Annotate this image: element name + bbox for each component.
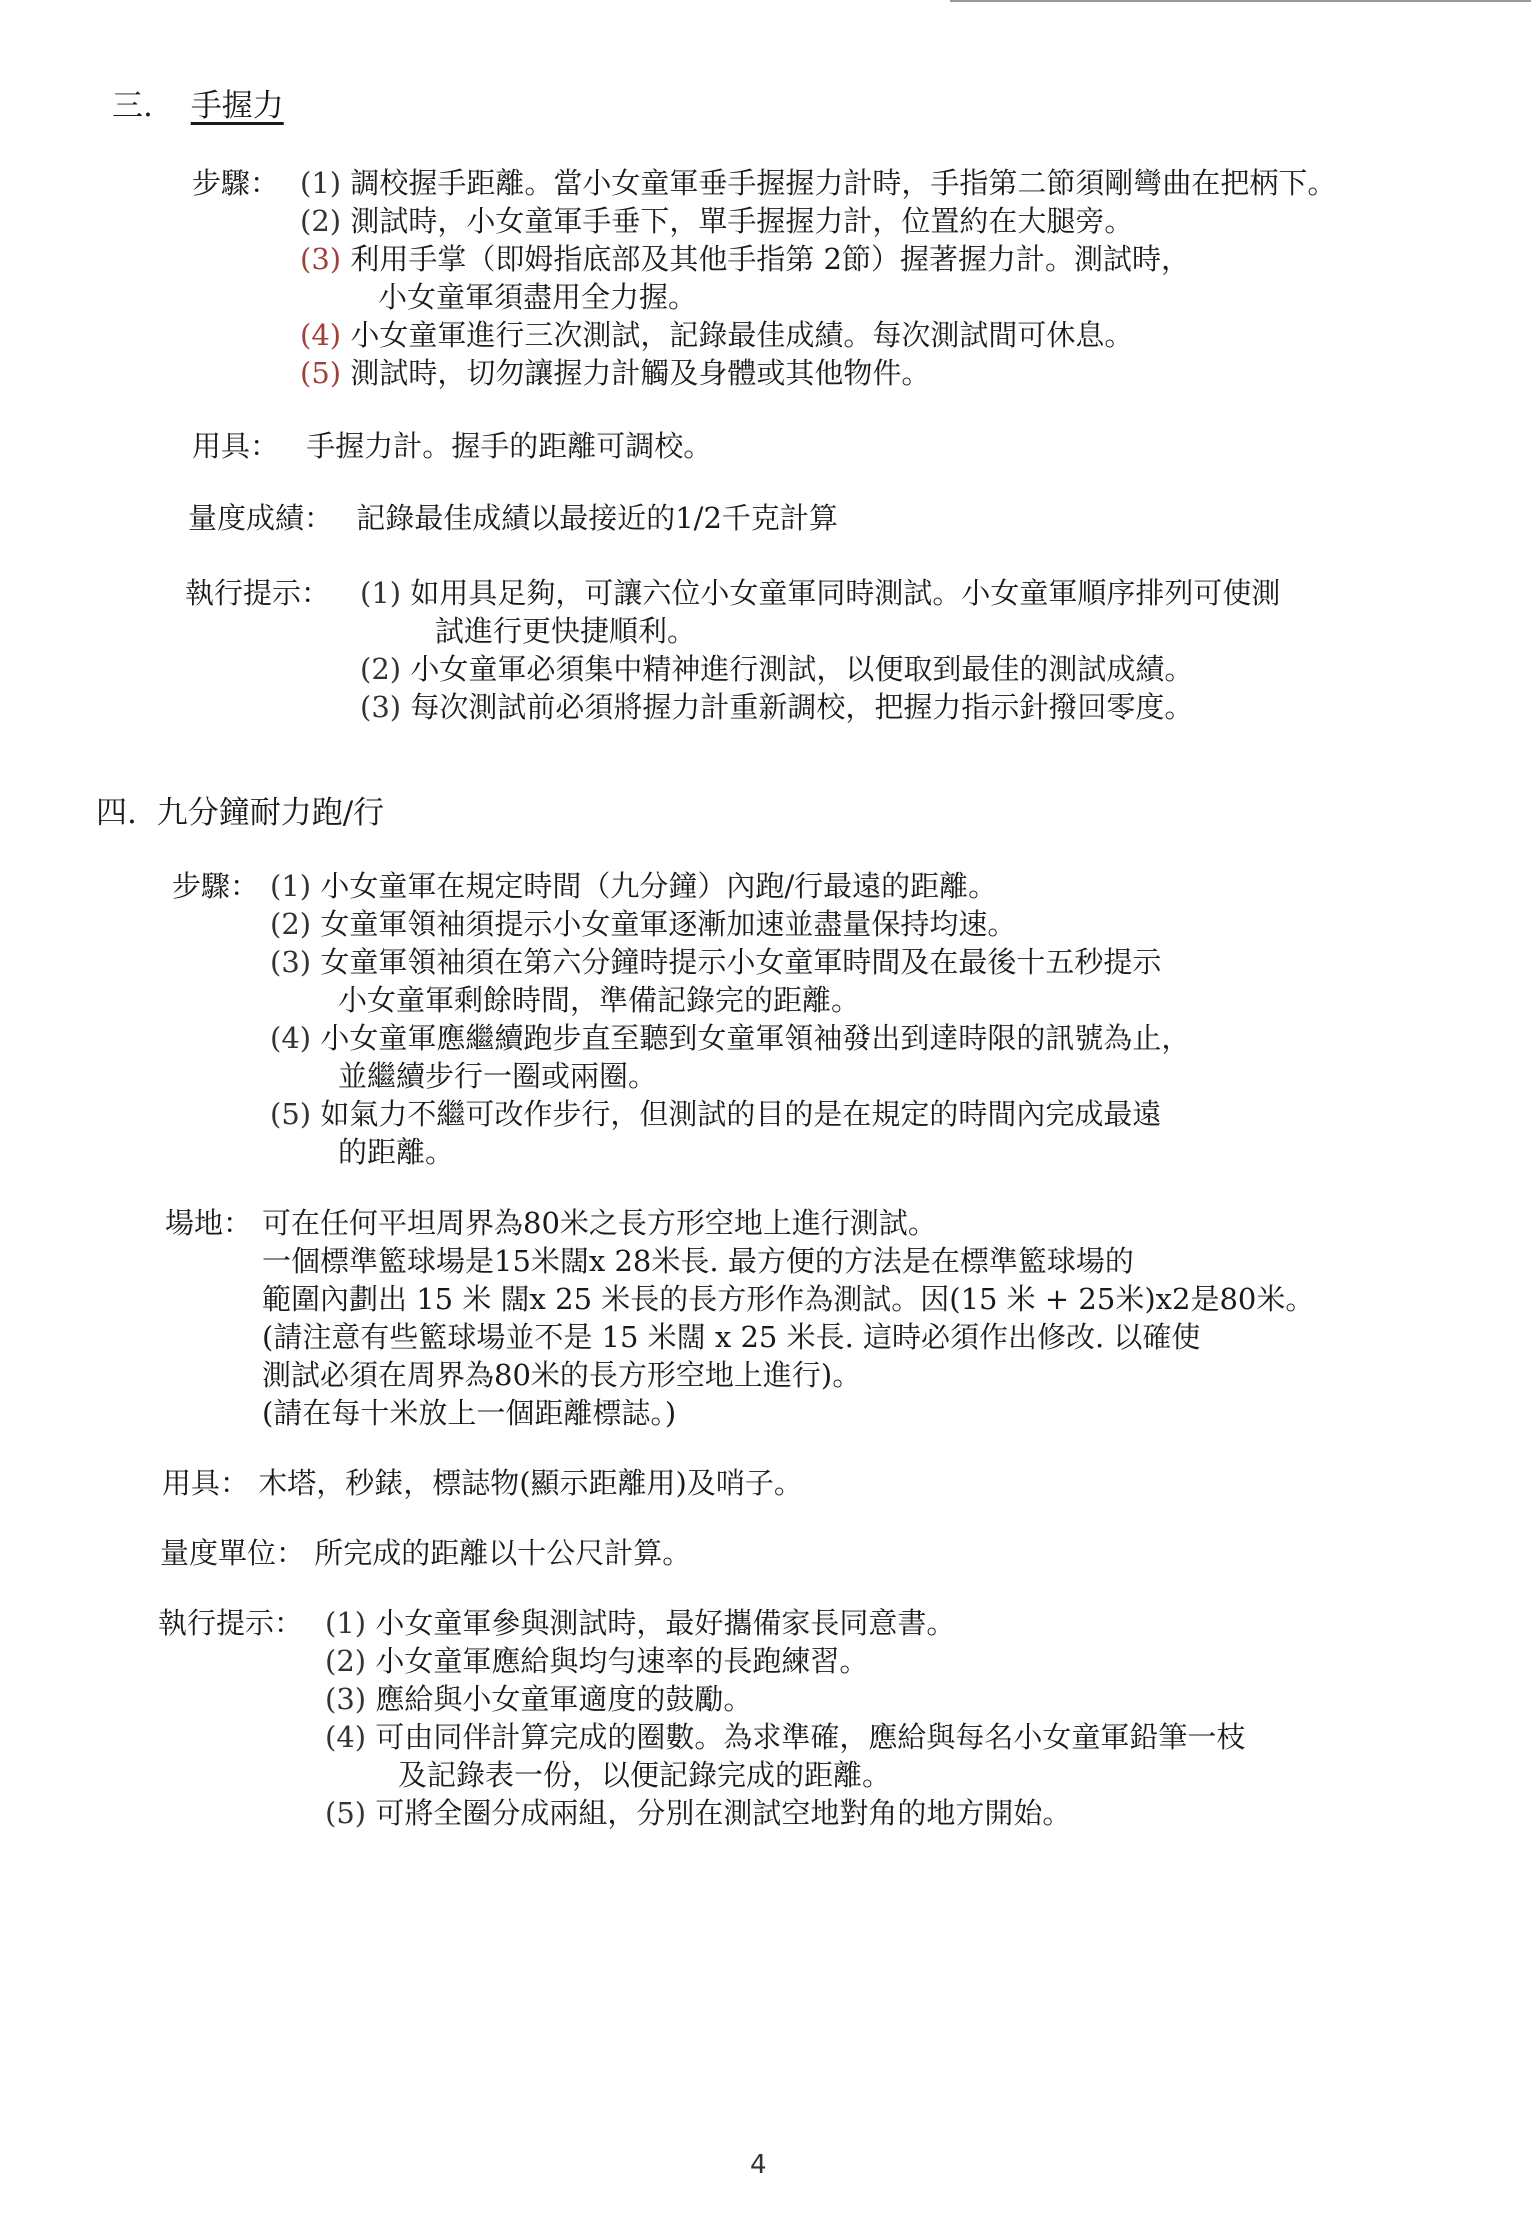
section4-tip: (1) 小女童軍參與測試時，最好攜備家長同意書。 [325, 1606, 956, 1640]
section4-heading-title: 九分鐘耐力跑/行 [156, 795, 385, 831]
section4-step: (1) 小女童軍在規定時間（九分鐘）內跑/行最遠的距離。 [270, 869, 998, 903]
section3-step: (4) 小女童軍進行三次測試，記錄最佳成績。每次測試間可休息。 [300, 318, 1134, 352]
section3-step-continuation: 小女童軍須盡用全力握。 [378, 280, 698, 314]
section4-step-continuation: 的距離。 [338, 1135, 455, 1169]
section3-heading-title: 手握力 [190, 88, 284, 124]
section3-equipment-label: 用具： [192, 429, 280, 463]
section4-venue-line: (請在每十米放上一個距離標誌。) [262, 1396, 677, 1430]
section3-tip: (3) 每次測試前必須將握力計重新調校，把握力指示針撥回零度。 [360, 690, 1194, 724]
section3-score-text: 記錄最佳成績以最接近的1/2千克計算 [356, 501, 838, 535]
section4-venue-line: 範圍內劃出 15 米 闊x 25 米長的長方形作為測試。因(15 米 + 25米)x2是80米。 [262, 1282, 1315, 1316]
section3-tip-continuation: 試進行更快捷順利。 [435, 614, 697, 648]
section4-unit-text: 所完成的距離以十公尺計算。 [314, 1536, 692, 1570]
section4-step: (5) 如氣力不繼可改作步行，但測試的目的是在規定的時間內完成最遠 [270, 1097, 1162, 1131]
page-number: 4 [750, 2150, 767, 2180]
scan-edge-line [950, 0, 1531, 12]
section3-step: (3) 利用手掌（即姆指底部及其他手指第 2節）握著握力計。測試時， [300, 242, 1190, 276]
section4-heading [96, 795, 384, 831]
section4-equipment-text: 木塔，秒錶，標誌物(顯示距離用)及哨子。 [258, 1466, 803, 1500]
section3-tips-label: 執行提示： [185, 576, 331, 610]
section4-equipment [162, 1465, 803, 1501]
section3-score-label: 量度成績： [188, 501, 334, 535]
section4-step: (4) 小女童軍應繼續跑步直至聽到女童軍領袖發出到達時限的訊號為止， [270, 1021, 1191, 1055]
section4-step: (2) 女童軍領袖須提示小女童軍逐漸加速並盡量保持均速。 [270, 907, 1017, 941]
section3-heading-number: 三. [112, 88, 153, 124]
section3-steps-label: 步驟： [192, 166, 280, 200]
section4-step-continuation: 小女童軍剩餘時間，準備記錄完的距離。 [338, 983, 861, 1017]
section4-equipment-label: 用具： [162, 1466, 250, 1500]
section4-step-continuation: 並繼續步行一圈或兩圈。 [338, 1059, 658, 1093]
section4-venue-label: 場地： [165, 1206, 253, 1240]
section3-tip: (2) 小女童軍必須集中精神進行測試，以便取到最佳的測試成績。 [360, 652, 1194, 686]
section3-equipment [192, 428, 712, 464]
section4-tips-label: 執行提示： [158, 1606, 304, 1640]
section4-heading-number: 四. [96, 795, 137, 831]
section3-tip: (1) 如用具足夠，可讓六位小女童軍同時測試。小女童軍順序排列可使測 [360, 576, 1281, 610]
section3-step: (5) 測試時，切勿讓握力計觸及身體或其他物件。 [300, 356, 931, 390]
section4-venue-line: 測試必須在周界為80米的長方形空地上進行)。 [262, 1358, 862, 1392]
section4-tip: (5) 可將全圈分成兩組，分別在測試空地對角的地方開始。 [325, 1796, 1072, 1830]
section4-tip: (3) 應給與小女童軍適度的鼓勵。 [325, 1682, 753, 1716]
section4-venue-line: 可在任何平坦周界為80米之長方形空地上進行測試。 [262, 1206, 937, 1240]
section3-step: (2) 測試時，小女童軍手垂下，單手握握力計，位置約在大腿旁。 [300, 204, 1134, 238]
section4-unit [160, 1535, 691, 1571]
section4-step: (3) 女童軍領袖須在第六分鐘時提示小女童軍時間及在最後十五秒提示 [270, 945, 1162, 979]
section4-venue-line: (請注意有些籃球場並不是 15 米闊 x 25 米長. 這時必須作出修改. 以確使 [262, 1320, 1201, 1354]
section4-unit-label: 量度單位： [160, 1536, 306, 1570]
section3-equipment-text: 手握力計。握手的距離可調校。 [306, 429, 713, 463]
section4-venue-line: 一個標準籃球場是15米闊x 28米長. 最方便的方法是在標準籃球場的 [262, 1244, 1134, 1278]
section4-steps-label: 步驟： [172, 869, 260, 903]
section4-tip: (4) 可由同伴計算完成的圈數。為求準確，應給與每名小女童軍鉛筆一枝 [325, 1720, 1246, 1754]
section3-heading [112, 88, 284, 124]
section3-step: (1) 調校握手距離。當小女童軍垂手握握力計時，手指第二節須剛彎曲在把柄下。 [300, 166, 1337, 200]
section4-tip: (2) 小女童軍應給與均勻速率的長跑練習。 [325, 1644, 869, 1678]
section3-score [188, 500, 838, 536]
section4-tip-continuation: 及記錄表一份，以便記錄完成的距離。 [398, 1758, 892, 1792]
